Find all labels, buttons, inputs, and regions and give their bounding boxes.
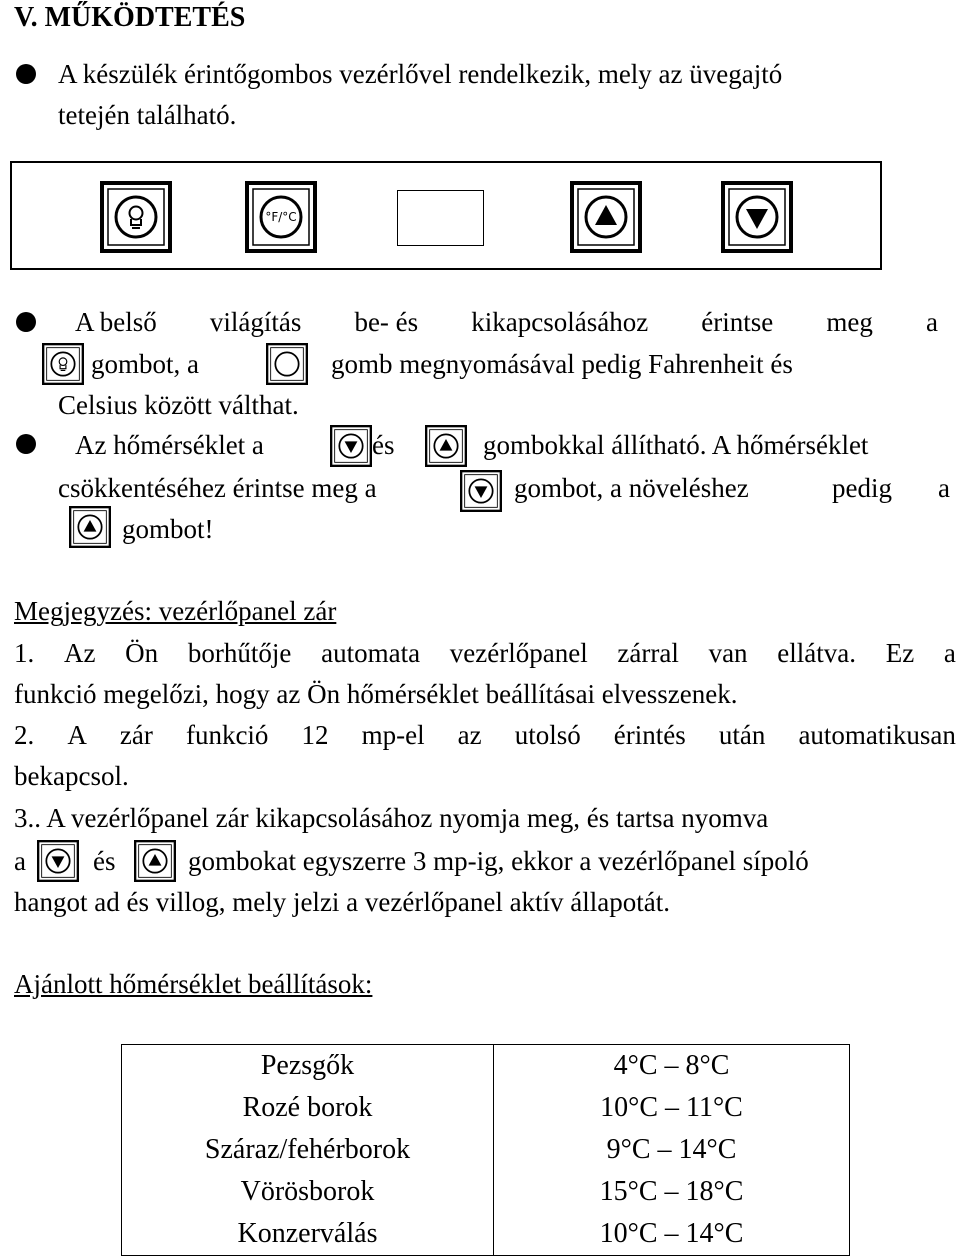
word: Ön — [125, 638, 159, 668]
recommended-table — [121, 1044, 850, 1256]
triangle-up-icon — [134, 840, 176, 882]
note-3-line-1: 3.. A vezérlőpanel zár kikapcsolásához nyomja meg, és tartsa nyomva — [14, 803, 769, 833]
p1-line-3: Celsius között válthat. — [58, 390, 299, 420]
fahrenheit-celsius-button[interactable] — [245, 181, 317, 253]
p2-line-1b: és — [372, 430, 395, 460]
word: funkció — [185, 720, 269, 750]
table-row — [122, 1213, 850, 1256]
table-row — [122, 1045, 850, 1088]
word: utolsó — [514, 720, 581, 750]
word: a — [925, 307, 938, 337]
bullet — [16, 312, 36, 332]
word: világítás — [209, 307, 302, 337]
word: automata — [321, 638, 421, 668]
word: be- és — [354, 307, 419, 337]
temperature-range-cell: 10°C – 14°C — [494, 1213, 850, 1256]
word: után — [718, 720, 766, 750]
p1-line-1 — [75, 306, 938, 338]
note-3-line-2c: gombokat egyszerre 3 mp-ig, ekkor a vezérlőpanel sípoló — [188, 846, 809, 876]
word: zárral — [617, 638, 679, 668]
bullet — [16, 64, 36, 84]
unit-label: °F/°C — [265, 210, 297, 224]
intro-line-1: A készülék érintőgombos vezérlővel rendelkezik, mely az üvegajtó — [58, 59, 783, 89]
temperature-display — [397, 190, 484, 246]
word: 2. — [14, 720, 35, 750]
word: érintse — [701, 307, 774, 337]
triangle-up-icon — [425, 425, 467, 467]
p1-line-2b: gomb megnyomásával pedig Fahrenheit és — [331, 349, 793, 379]
word: borhűtője — [187, 638, 292, 668]
triangle-up-icon — [69, 506, 111, 548]
table-row — [122, 1087, 850, 1129]
section-title: V. MŰKÖDTETÉS — [14, 2, 246, 33]
note-1-line-1 — [14, 637, 956, 669]
word: érintés — [613, 720, 686, 750]
word: zár — [119, 720, 153, 750]
triangle-up-icon[interactable] — [570, 181, 642, 253]
temperature-range-cell: 15°C – 18°C — [494, 1171, 850, 1213]
word: van — [708, 638, 748, 668]
triangle-down-icon — [37, 840, 79, 882]
p2-line-2c: pedig — [832, 473, 892, 503]
p1-line-2a: gombot, a — [91, 349, 199, 379]
note-title: Megjegyzés: vezérlőpanel zár — [14, 596, 337, 626]
wine-type-cell: Száraz/fehérborok — [122, 1129, 494, 1171]
word: A belső — [75, 307, 157, 337]
light-bulb-icon — [42, 343, 84, 385]
p2-line-3: gombot! — [122, 514, 214, 544]
recommended-title: Ajánlott hőmérséklet beállítások: — [14, 969, 373, 999]
word: Az — [63, 638, 96, 668]
note-3-line-3: hangot ad és villog, mely jelzi a vezérlőpanel aktív állapotát. — [14, 887, 671, 917]
intro-line-2: tetején található. — [58, 100, 237, 130]
note-2-line-2: bekapcsol. — [14, 761, 129, 791]
word: vezérlőpanel — [449, 638, 588, 668]
wine-type-cell: Vörösborok — [122, 1171, 494, 1213]
wine-type-cell: Konzerválás — [122, 1213, 494, 1256]
word: 12 — [301, 720, 329, 750]
note-1-line-2: funkció megelőzi, hogy az Ön hőmérséklet beállításai elvesszenek. — [14, 679, 738, 709]
word: mp-el — [361, 720, 425, 750]
table-row — [122, 1171, 850, 1213]
fahrenheit-celsius-icon — [266, 343, 308, 385]
p2-line-2a: csökkentéséhez érintse meg a — [58, 473, 377, 503]
word: ellátva. — [777, 638, 856, 668]
triangle-down-icon[interactable] — [721, 181, 793, 253]
temperature-range-cell: 4°C – 8°C — [494, 1045, 850, 1088]
word: az — [457, 720, 482, 750]
note-3-line-2a: a — [14, 846, 26, 876]
temperature-range-cell: 9°C – 14°C — [494, 1129, 850, 1171]
p2-line-2d: a — [938, 473, 950, 503]
note-2-line-1 — [14, 719, 956, 751]
word: Ez — [885, 638, 915, 668]
note-3-line-2b: és — [93, 846, 116, 876]
light-bulb-icon[interactable] — [100, 181, 172, 253]
p2-line-1a: Az hőmérséklet a — [75, 430, 264, 460]
triangle-down-icon — [460, 470, 502, 512]
wine-type-cell: Pezsgők — [122, 1045, 494, 1088]
temperature-range-cell: 10°C – 11°C — [494, 1087, 850, 1129]
wine-type-cell: Rozé borok — [122, 1087, 494, 1129]
word: A — [67, 720, 87, 750]
word: automatikusan — [798, 720, 956, 750]
word: meg — [826, 307, 873, 337]
word: kikapcsolásához — [471, 307, 649, 337]
p2-line-1c: gombokkal állítható. A hőmérséklet — [483, 430, 869, 460]
word: 1. — [14, 638, 35, 668]
word: a — [943, 638, 956, 668]
table-row — [122, 1129, 850, 1171]
p2-line-2b: gombot, a növeléshez — [514, 473, 749, 503]
control-panel — [10, 161, 882, 270]
triangle-down-icon — [330, 425, 372, 467]
bullet — [16, 434, 36, 454]
